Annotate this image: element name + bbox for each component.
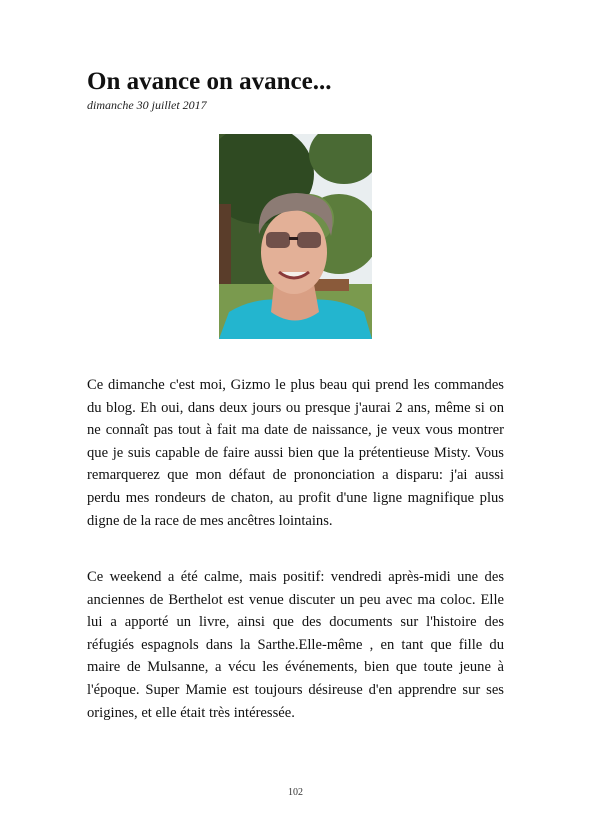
post-date: dimanche 30 juillet 2017 xyxy=(87,98,207,112)
selfie-photo xyxy=(219,134,372,339)
page-number: 102 xyxy=(288,787,303,798)
post-paragraph-1: Ce dimanche c'est moi, Gizmo le plus beau qui prend les commandes du blog. Eh oui, dans deux jours ou presque j'aurai 2 ans, même si on ne connaît pas tout à fait ma date de naissance, je veux vous montrer que je suis capable de faire aussi bien que la prétentieuse Misty. Vous remarquerez que mon défaut de prononciation a disparu: j'ai aussi perdu mes rondeurs de chaton, au profit d'une ligne magnifique plus digne de la race de mes ancêtres lointains. xyxy=(87,377,504,529)
post-title: On avance on avance... xyxy=(87,68,332,95)
post-paragraph-2: Ce weekend a été calme, mais positif: vendredi après-midi une des anciennes de Berthelot est venue discuter un peu avec ma coloc. Elle lui a apporté un livre, ainsi que des documents sur l'histoire des réfugiés espagnols dans la Sarthe.Elle-même , en tant que fille du maire de Mulsanne, a vécu les événements, bien que toute jeune à l'époque. Super Mamie est toujours désireuse d'en apprendre sur ses origines, et elle était très intéressée. xyxy=(87,569,504,721)
